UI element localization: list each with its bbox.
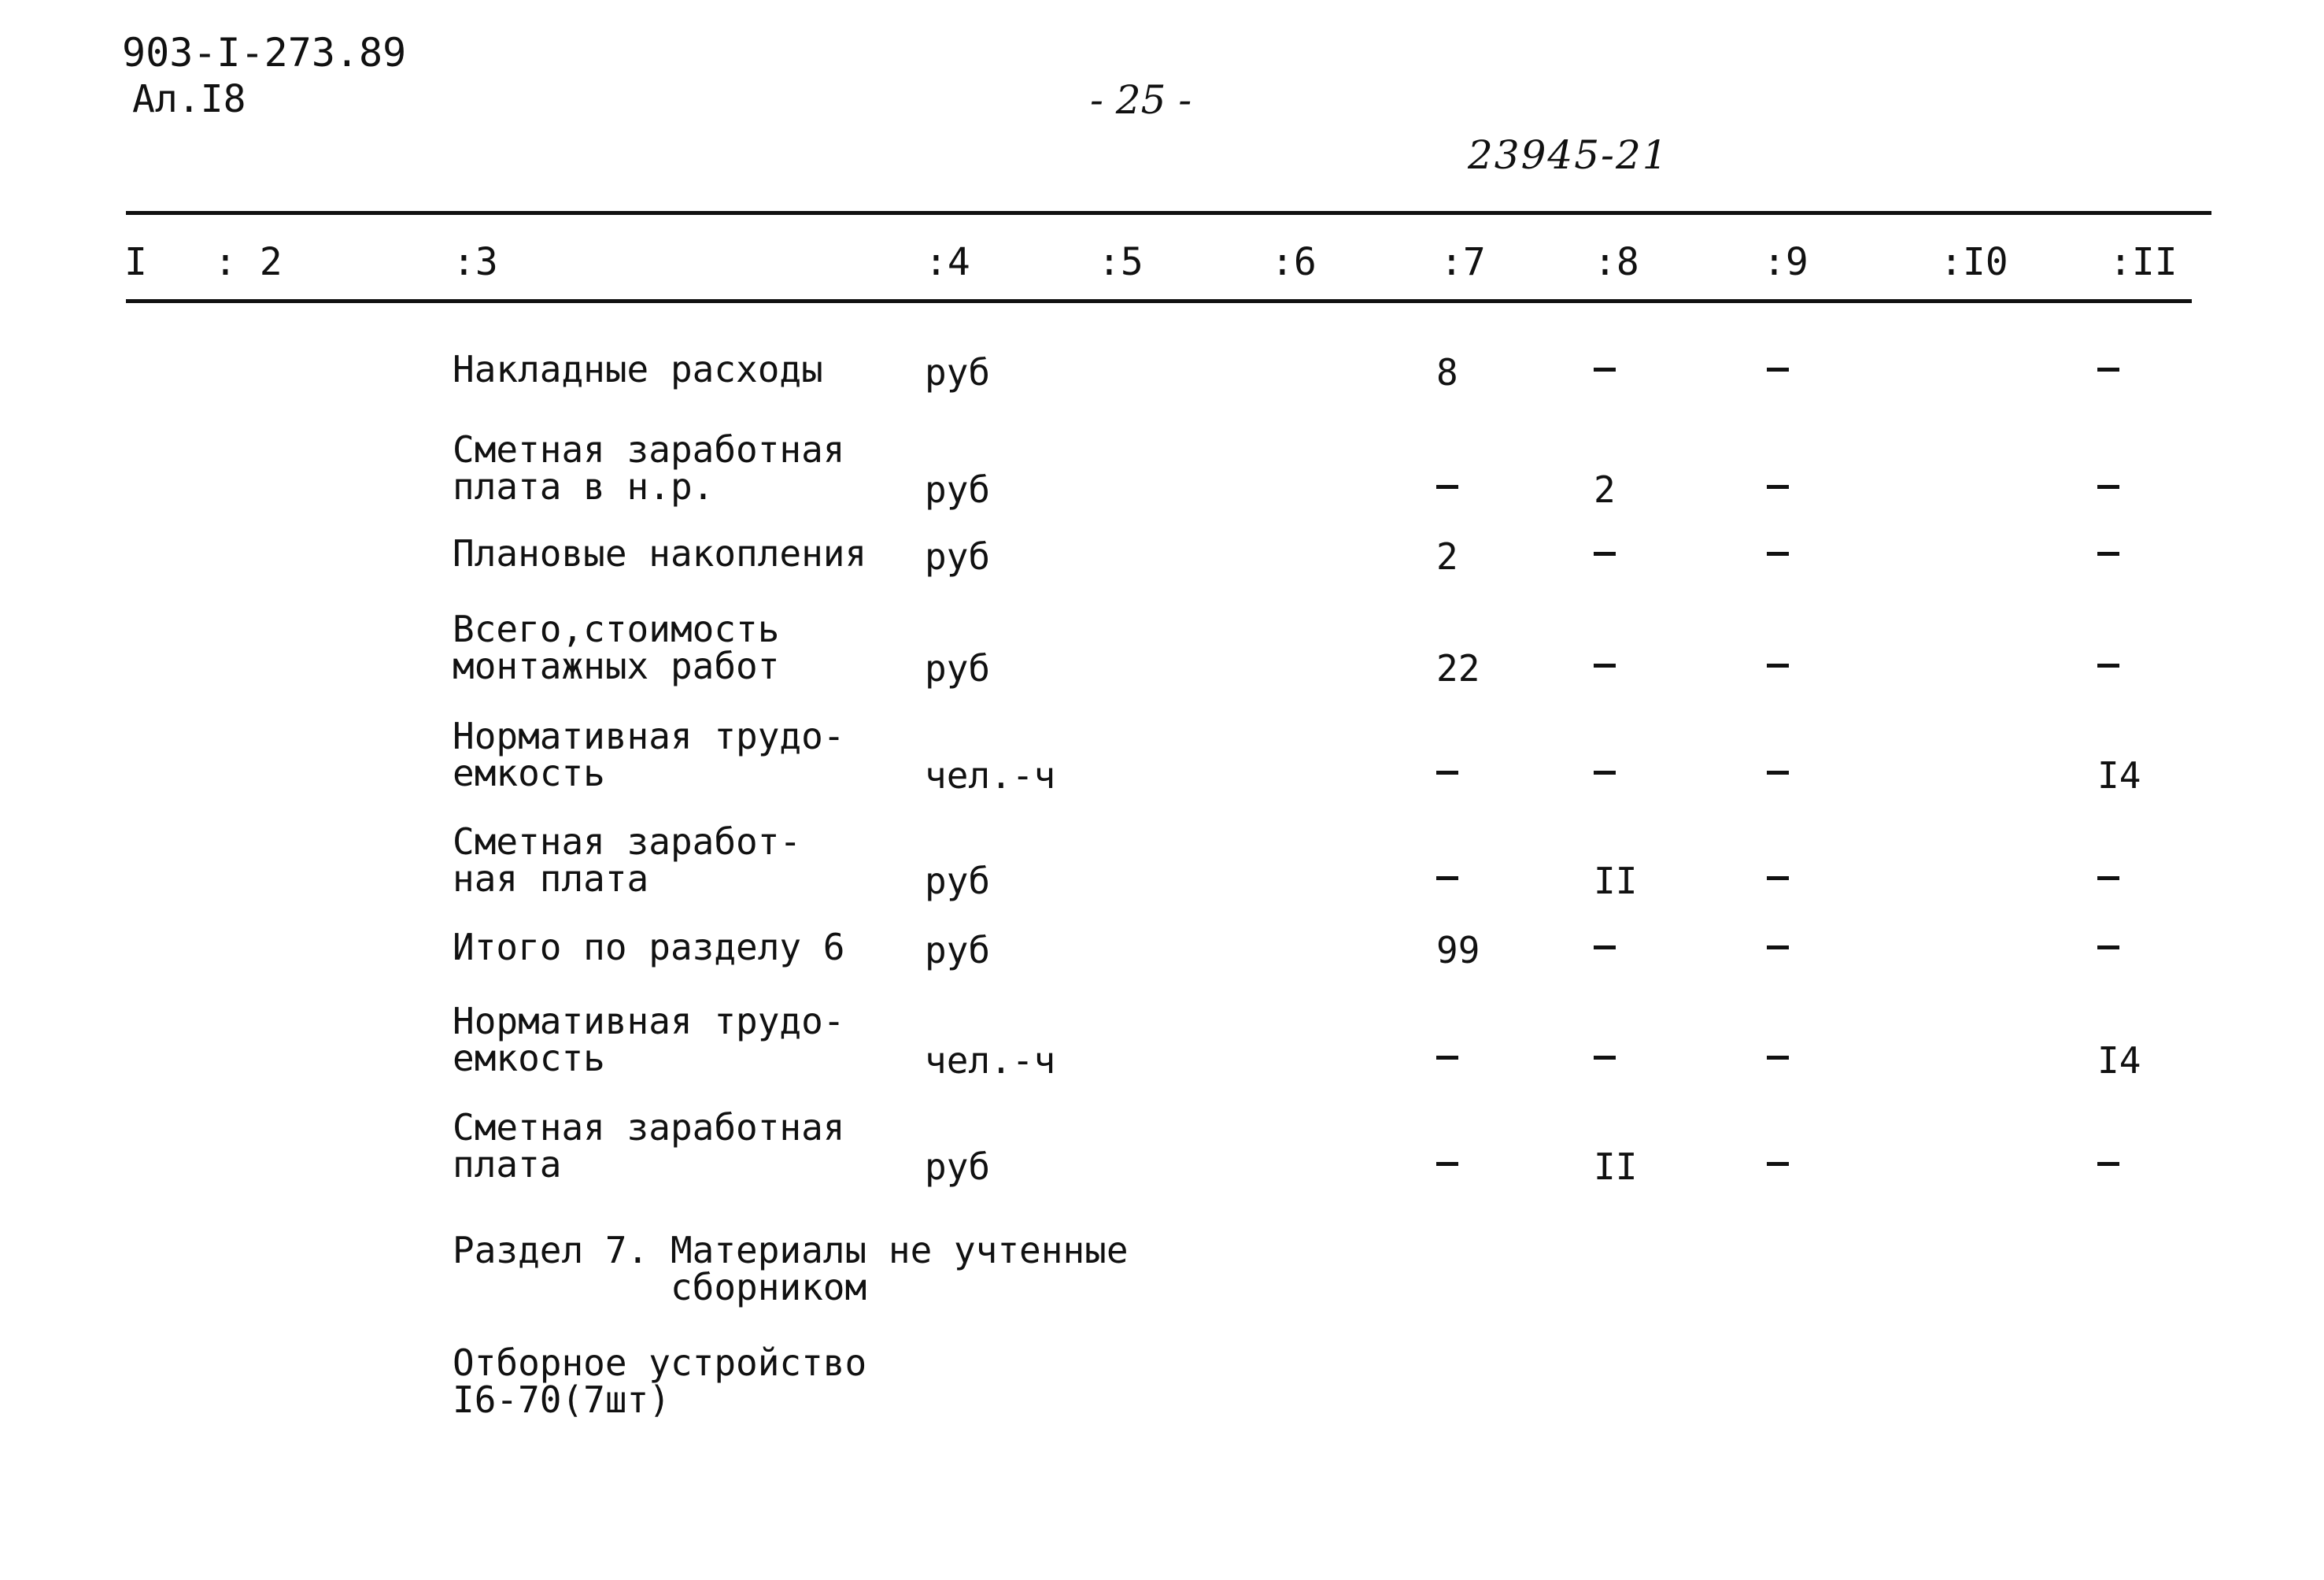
dash-mark — [1436, 468, 1458, 505]
dash-mark — [1767, 929, 1789, 965]
row-name: Нормативная трудо- емкость — [453, 715, 845, 794]
column-header-11: :II — [2109, 240, 2178, 284]
row-name: Накладные расходы — [453, 348, 823, 390]
dash-mark — [2097, 351, 2119, 387]
table-top-rule — [126, 211, 2211, 215]
row-unit: руб — [925, 351, 991, 394]
dash-icon — [2097, 1162, 2119, 1166]
column-header-3: :3 — [453, 240, 498, 284]
dash-mark — [2097, 535, 2119, 572]
row-name: Сметная заработ- ная плата — [453, 820, 802, 900]
dash-icon — [1436, 771, 1458, 775]
row-name: Сметная заработная плата в н.р. — [453, 428, 845, 508]
row-unit: руб — [925, 860, 991, 902]
row-name: Сметная заработная плата — [453, 1106, 845, 1186]
column-header-7: :7 — [1440, 240, 1486, 284]
dash-mark — [1436, 1145, 1458, 1182]
page-number: - 25 - — [1090, 77, 1192, 123]
dash-icon — [1436, 1056, 1458, 1060]
dash-mark — [1594, 754, 1616, 790]
dash-icon — [1767, 945, 1789, 949]
dash-mark — [1767, 468, 1789, 505]
row-value-c8: II — [1594, 860, 1638, 902]
row-value-c7: 99 — [1436, 929, 1480, 971]
dash-icon — [2097, 552, 2119, 556]
dash-mark — [2097, 647, 2119, 683]
table-header-bottom-rule — [126, 299, 2192, 303]
dash-icon — [1594, 368, 1616, 372]
row-unit: руб — [925, 535, 991, 578]
dash-mark — [1594, 1039, 1616, 1075]
dash-icon — [2097, 485, 2119, 489]
dash-mark — [1436, 860, 1458, 896]
column-header-10: :I0 — [1940, 240, 2008, 284]
dash-mark — [1767, 647, 1789, 683]
dash-icon — [1767, 485, 1789, 489]
dash-mark — [2097, 468, 2119, 505]
section-7-title: Раздел 7. Материалы не учтенные сборником — [453, 1229, 1129, 1308]
dash-icon — [1594, 945, 1616, 949]
row-name: Всего,стоимость монтажных работ — [453, 608, 780, 687]
dash-icon — [1767, 664, 1789, 668]
dash-icon — [1594, 552, 1616, 556]
dash-icon — [1767, 876, 1789, 880]
inventory-number: 23945-21 — [1468, 132, 1669, 178]
dash-icon — [1436, 1162, 1458, 1166]
row-unit: руб — [925, 929, 991, 971]
row-value-c7: 22 — [1436, 647, 1480, 690]
row-value-c8: 2 — [1594, 468, 1616, 511]
column-header-5: :5 — [1098, 240, 1144, 284]
dash-mark — [1767, 1145, 1789, 1182]
column-header-9: :9 — [1763, 240, 1809, 284]
dash-mark — [1767, 860, 1789, 896]
row-value-c8: II — [1594, 1145, 1638, 1188]
document-code: 903-I-273.89 — [122, 30, 407, 76]
dash-icon — [2097, 664, 2119, 668]
row-unit: руб — [925, 468, 991, 511]
dash-icon — [1594, 771, 1616, 775]
dash-mark — [1767, 1039, 1789, 1075]
column-header-8: :8 — [1594, 240, 1639, 284]
dash-mark — [1436, 754, 1458, 790]
dash-mark — [1436, 1039, 1458, 1075]
row-unit: руб — [925, 1145, 991, 1188]
dash-icon — [2097, 945, 2119, 949]
row-value-c11: I4 — [2097, 754, 2141, 797]
row-name: Итого по разделу 6 — [453, 926, 845, 968]
row-name: Нормативная трудо- емкость — [453, 1000, 845, 1079]
dash-mark — [1767, 351, 1789, 387]
dash-mark — [2097, 860, 2119, 896]
section-7-item: Отборное устройство I6-70(7шт) — [453, 1341, 867, 1421]
dash-icon — [1767, 771, 1789, 775]
dash-icon — [1767, 1056, 1789, 1060]
column-header-2: : 2 — [214, 240, 283, 284]
row-unit: руб — [925, 647, 991, 690]
dash-icon — [1436, 485, 1458, 489]
dash-mark — [1767, 535, 1789, 572]
dash-icon — [1594, 664, 1616, 668]
row-unit: чел.-ч — [925, 1039, 1056, 1082]
row-value-c7: 2 — [1436, 535, 1458, 578]
dash-icon — [1767, 368, 1789, 372]
dash-mark — [2097, 929, 2119, 965]
dash-icon — [1436, 876, 1458, 880]
row-value-c7: 8 — [1436, 351, 1458, 394]
dash-mark — [1594, 535, 1616, 572]
dash-icon — [2097, 368, 2119, 372]
column-header-1: I — [124, 240, 147, 284]
dash-icon — [1767, 552, 1789, 556]
dash-mark — [1594, 929, 1616, 965]
dash-icon — [1767, 1162, 1789, 1166]
row-name: Плановые накопления — [453, 532, 867, 575]
column-header-4: :4 — [925, 240, 970, 284]
column-header-6: :6 — [1271, 240, 1317, 284]
sheet-number: Ал.I8 — [132, 77, 246, 121]
dash-mark — [1594, 351, 1616, 387]
dash-icon — [1594, 1056, 1616, 1060]
dash-mark — [2097, 1145, 2119, 1182]
row-unit: чел.-ч — [925, 754, 1056, 797]
dash-icon — [2097, 876, 2119, 880]
dash-mark — [1594, 647, 1616, 683]
row-value-c11: I4 — [2097, 1039, 2141, 1082]
dash-mark — [1767, 754, 1789, 790]
